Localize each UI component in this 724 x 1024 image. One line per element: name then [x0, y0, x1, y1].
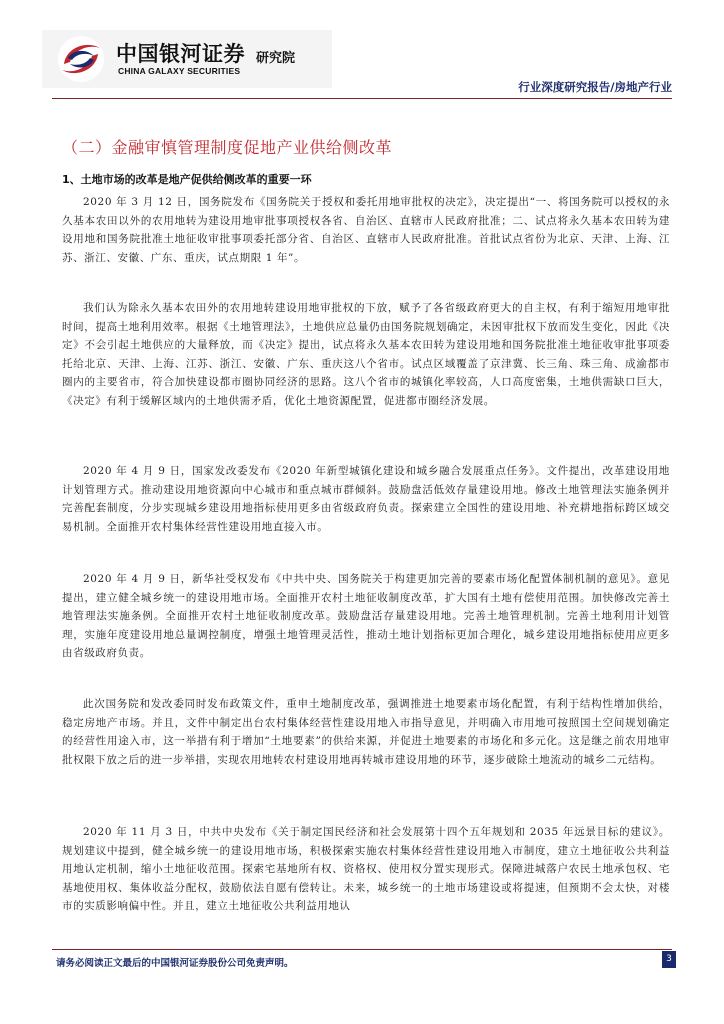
footer-divider	[52, 949, 672, 950]
report-type-label: 行业深度研究报告/房地产行业	[518, 80, 672, 94]
galaxy-logo-icon	[56, 34, 106, 84]
section-subtitle: 1、土地市场的改革是地产促供给侧改革的重要一环	[62, 173, 312, 186]
paragraph-4: 2020 年 4 月 9 日，新华社受权发布《中共中央、国务院关于构建更加完善的要素市场化配置体制机制的意见》。意见提出，建立健全城乡统一的建设用地市场。全面推开农村土地征收制度改革，扩大国有土地有偿使用范围。加快修改完善土地管理法实施条例。全面推开农村土地征收制度改革。鼓励盘活存量建设用地。完善土地管理机制。完善土地利用计划管理，实施年度建设用地总量调控制度，增强土地管理灵活性，推动土地计划指标更加合理化，城乡建设用地指标使用应更多由省级政府负责。	[62, 573, 670, 660]
paragraph-1: 2020 年 3 月 12 日，国务院发布《国务院关于授权和委托用地审批权的决定》，决定提出“一、将国务院可以授权的永久基本农田以外的农用地转为建设用地审批事项授权各省、自治区、直辖市人民政府批准；二、试点将永久基本农田转为建设用地和国务院批准土地征收审批事项委托部分省、自治区、直辖市人民政府批准。首批试点省份为北京、天津、上海、江苏、浙江、安徽、广东、重庆，试点期限 1 年”。	[62, 196, 670, 264]
header-divider	[52, 98, 672, 99]
paragraph-2: 我们认为除永久基本农田外的农用地转建设用地审批权的下放，赋予了各省级政府更大的自主权，有利于缩短用地审批时间，提高土地利用效率。根据《土地管理法》，土地供应总量仍由国务院规划确定，未因审批权下放而发生变化，因此《决定》不会引起土地供应的大量释放，而《决定》提出，试点将永久基本农田转为建设用地和国务院批准土地征收审批事项委托给北京、天津、上海、江苏、浙江、安徽、广东、重庆这八个省市。试点区域覆盖了京津冀、长三角、珠三角、成渝都市圈内的主要省市，符合加快建设都市圈协同经济的思路。这八个省市的城镇化率较高，人口高度密集，土地供需缺口巨大，《决定》有利于缓解区域内的土地供需矛盾，优化土地资源配置，促进都市圈经济发展。	[62, 302, 670, 407]
paragraph-6: 2020 年 11 月 3 日，中共中央发布《关于制定国民经济和社会发展第十四个五年规划和 2035 年远景目标的建议》。规划建议中提到，健全城乡统一的建设用地市场，积极探索实施农村集体经营性建设用地入市制度，建立土地征收公共利益用地认定机制，缩小土地征收范围。探索宅基地所有权、资格权、使用权分置实现形式。保障进城落户农民土地承包权、宅基地使用权、集体收益分配权，鼓励依法自愿有偿转让。未来，城乡统一的土地市场建设或将提速，但预期不会太快，对楼市的实质影响偏中性。并且，建立土地征收公共利益用地认	[62, 826, 670, 913]
logo-chinese-name: 中国银河证券	[116, 42, 245, 66]
section-title: （二）金融审慎管理制度促地产业供给侧改革	[62, 138, 393, 157]
page-number: 3	[662, 951, 676, 968]
logo-english-name: CHINA GALAXY SECURITIES	[118, 66, 241, 76]
paragraph-5: 此次国务院和发改委同时发布政策文件，重申土地制度改革，强调推进土地要素市场化配置，有利于结构性增加供给，稳定房地产市场。并且，文件中制定出台农村集体经营性建设用地入市指导意见，并明确入市用地可按照国土空间规划确定的经营性用途入市，这一举措有利于增加“土地要素”的供给来源，并促进土地要素的市场化和多元化。这是继之前农用地审批权限下放之后的进一步举措，实现农用地转农村建设用地再转城市建设用地的环节，逐步破除土地流动的城乡二元结构。	[62, 698, 670, 766]
paragraph-3: 2020 年 4 月 9 日，国家发改委发布《2020 年新型城镇化建设和城乡融合发展重点任务》。文件提出，改革建设用地计划管理方式。推动建设用地资源向中心城市和重点城市群倾斜。鼓励盘活低效存量建设用地。修改土地管理法实施条例并完善配套制度，分步实现城乡建设用地指标使用更多由省级政府负责。探索建立全国性的建设用地、补充耕地指标跨区域交易机制。全面推开农村集体经营性建设用地直接入市。	[62, 465, 670, 533]
institute-label: 研究院	[256, 51, 296, 66]
page-header	[0, 0, 724, 112]
disclaimer-note: 请务必阅读正文最后的中国银河证券股份公司免责声明。	[56, 958, 294, 969]
